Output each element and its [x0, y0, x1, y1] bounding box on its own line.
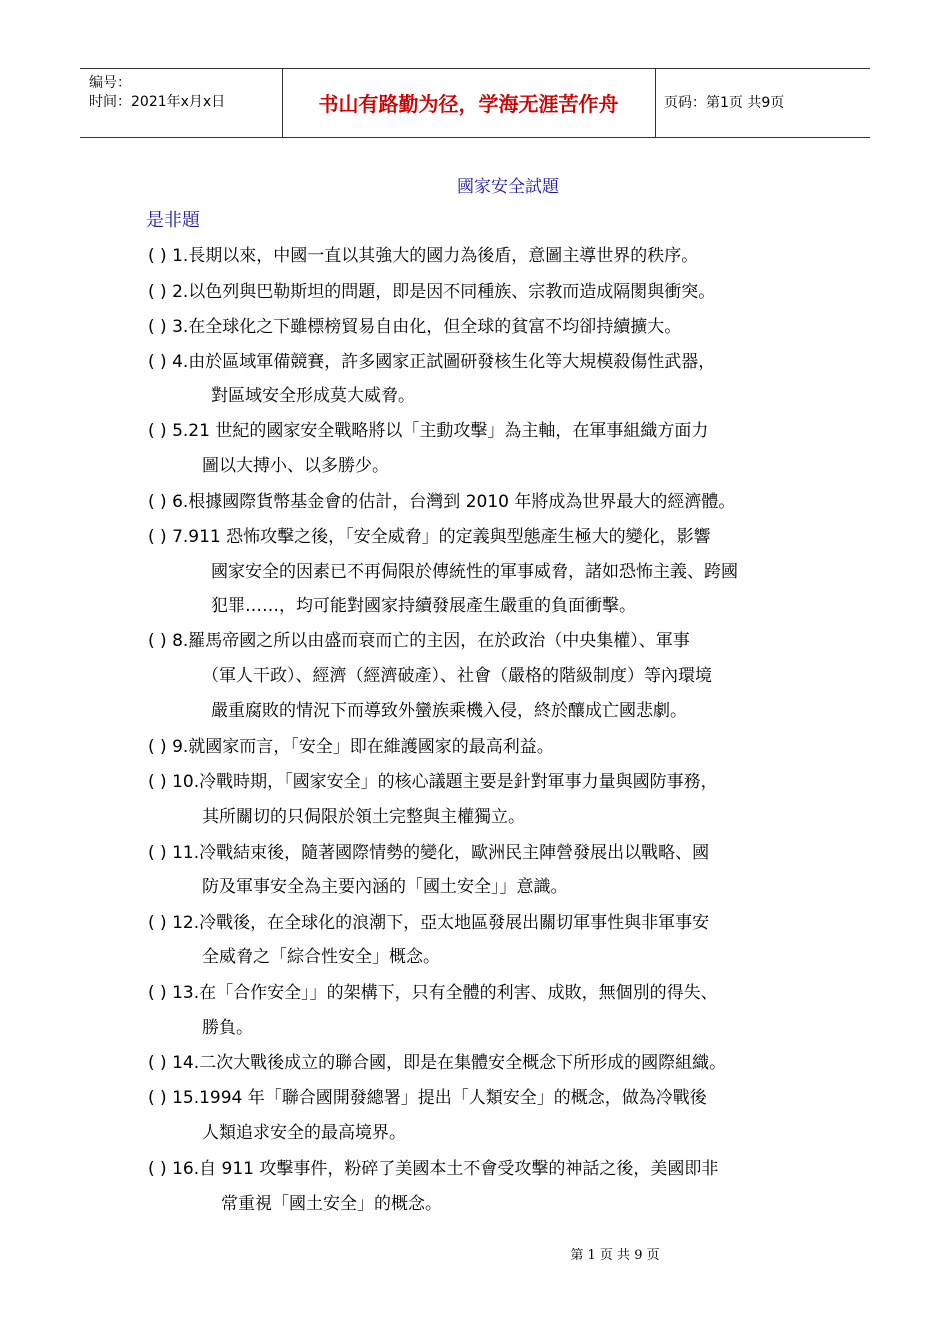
document-header	[80, 68, 870, 138]
question-14: ( ) 14.二次大戰後成立的聯合國，即是在集體安全概念下所形成的國際組織。	[148, 1053, 727, 1073]
question-9: ( ) 9.就國家而言，「安全」即在維護國家的最高利益。	[148, 737, 554, 757]
question-4-cont: 對區域安全形成莫大威脅。	[211, 386, 415, 406]
page-footer: 第 1 页 共 9 页	[570, 1248, 660, 1263]
question-5-cont: 圖以大搏小、以多勝少。	[202, 456, 389, 476]
question-6: ( ) 6.根據國際貨幣基金會的估計，台灣到 2010 年將成為世界最大的經濟體。	[148, 492, 736, 512]
question-16-cont: 常重視「國土安全」的概念。	[221, 1194, 442, 1214]
question-7-cont-1: 國家安全的因素已不再侷限於傳統性的軍事威脅，諸如恐怖主義、跨國	[211, 562, 738, 582]
question-5: ( ) 5.21 世紀的國家安全戰略將以「主動攻擊」為主軸，在軍事組織方面力	[148, 421, 709, 441]
question-8: ( ) 8.羅馬帝國之所以由盛而衰而亡的主因，在於政治（中央集權）、軍事	[148, 631, 690, 651]
motto: 书山有路勤为径，学海无涯苦作舟	[318, 92, 619, 116]
page-info: 页码：第1页 共9页	[664, 95, 785, 111]
question-7-cont-2: 犯罪……，均可能對國家持續發展產生嚴重的負面衝擊。	[211, 596, 636, 616]
question-3: ( ) 3.在全球化之下雖標榜貿易自由化，但全球的貧富不均卻持續擴大。	[148, 317, 682, 337]
question-16: ( ) 16.自 911 攻擊事件，粉碎了美國本土不會受攻擊的神話之後，美國即非	[148, 1159, 719, 1179]
question-12-cont: 全威脅之「綜合性安全」概念。	[202, 947, 440, 967]
question-13-cont: 勝負。	[202, 1018, 253, 1038]
question-10: ( ) 10.冷戰時期，「國家安全」的核心議題主要是針對軍事力量與國防事務，	[148, 772, 718, 792]
question-1: ( ) 1.長期以來，中國一直以其強大的國力為後盾，意圖主導世界的秩序。	[148, 246, 699, 266]
question-8-cont-2: 嚴重腐敗的情況下而導致外蠻族乘機入侵，終於釀成亡國悲劇。	[211, 701, 687, 721]
time-label: 时间：2021年x月x日	[89, 94, 226, 110]
header-motto-cell	[282, 69, 656, 137]
header-meta-cell	[80, 69, 283, 137]
document-title: 國家安全試題	[457, 177, 559, 197]
question-11: ( ) 11.冷戰結束後，隨著國際情勢的變化，歐洲民主陣營發展出以戰略、國	[148, 843, 710, 863]
question-4: ( ) 4.由於區域軍備競賽，許多國家正試圖研發核生化等大規模殺傷性武器，	[148, 352, 716, 372]
question-12: ( ) 12.冷戰後，在全球化的浪潮下，亞太地區發展出關切軍事性與非軍事安	[148, 913, 710, 933]
question-15: ( ) 15.1994 年「聯合國開發總署」提出「人類安全」的概念，做為冷戰後	[148, 1088, 707, 1108]
question-13: ( ) 13.在「合作安全」」的架構下，只有全體的利害、成敗，無個別的得失、	[148, 983, 718, 1003]
number-label: 编号：	[89, 75, 131, 91]
question-2: ( ) 2.以色列與巴勒斯坦的問題，即是因不同種族、宗教而造成隔閡與衝突。	[148, 282, 716, 302]
question-15-cont: 人類追求安全的最高境界。	[202, 1123, 406, 1143]
header-page-cell	[656, 69, 870, 137]
question-11-cont: 防及軍事安全為主要內涵的「國土安全」」意識。	[202, 877, 568, 897]
question-10-cont: 其所關切的只侷限於領土完整與主權獨立。	[202, 807, 525, 827]
question-7: ( ) 7.911 恐怖攻擊之後，「安全威脅」的定義與型態產生極大的變化，影響	[148, 527, 711, 547]
question-8-cont-1: （軍人干政）、經濟（經濟破產）、社會（嚴格的階級制度）等內環境	[202, 666, 712, 686]
section-heading: 是非題	[146, 210, 200, 231]
